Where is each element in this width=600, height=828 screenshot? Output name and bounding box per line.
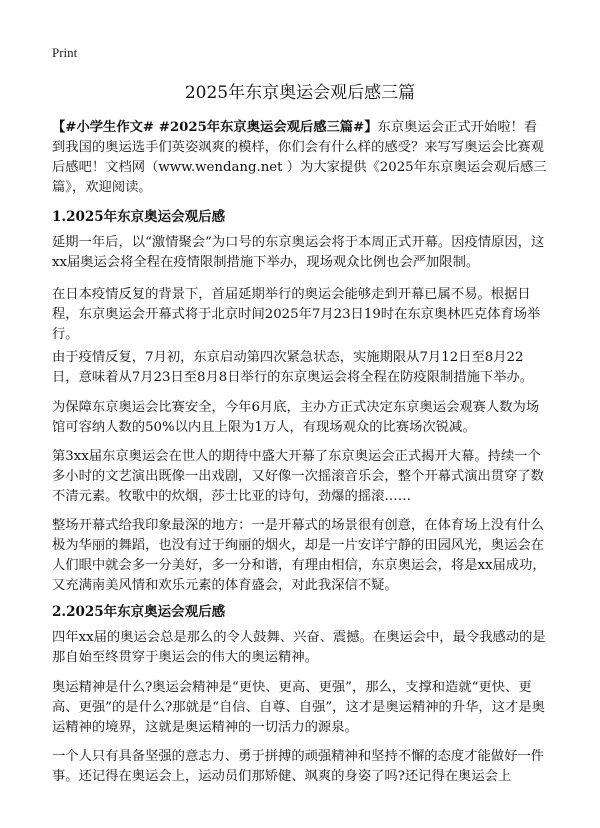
print-link[interactable]: Print	[52, 45, 78, 60]
section-1-heading: 1.2025年东京奥运会观后感	[52, 209, 226, 225]
section-2-heading: 2.2025年东京奥运会观后感	[52, 604, 226, 620]
paragraph: 由于疫情反复，7月初，东京启动第四次紧急状态，实施期限从7月12日至8月22日，意味着从7月23日至8月8日举行的东京奥运会将全程在防疫限制措施下举办。	[52, 350, 534, 385]
intro-paragraph	[52, 118, 548, 198]
paragraph: 延期一年后，以“激情聚会”为口号的东京奥运会将于本周正式开幕。因疫情原因，这xx届奥运会将全程在疫情限制措施下举办，现场观众比例也会严加限制。	[52, 235, 545, 270]
paragraph: 第3xx届东京奥运会在世人的期待中盛大开幕了东京奥运会正式揭开大幕。持续一个多小时的文艺演出既像一出戏剧，又好像一次摇滚音乐会，整个开幕式演出贯穿了数不清元素。牧歌中的炊烟，莎士比亚的诗句，劲爆的摇滚……	[52, 449, 544, 504]
paragraph: 奥运精神是什么?奥运会精神是“更快、更高、更强”，那么，支撑和造就“更快、更高、更强”的是什么?那就是“自信、自尊、自强”，这才是奥运精神的升华，这才是奥运精神的境界，这就是奥运精神的一切活力的源泉。	[52, 680, 545, 735]
intro-text: 东京奥运会正式开始啦！看到我国的奥运选手们英姿飒爽的模样，你们会有什么样的感受？来写写奥运会比赛观后感吧！文档网（www.wendang.net ）为大家提供《2025年东京奥运会观后感三篇》，欢迎阅读。	[52, 120, 547, 195]
page-title: 2025年东京奥运会观后感三篇	[184, 83, 416, 103]
paragraph: 在日本疫情反复的背景下，首届延期举行的奥运会能够走到开幕已属不易。根据日程，东京奥运会开幕式将于北京时间2025年7月23日19时在东京奥林匹克体育场举行。	[52, 287, 541, 342]
paragraph: 为保障东京奥运会比赛安全，今年6月底，主办方正式决定东京奥运会观赛人数为场馆可容纳人数的50%以内且上限为1万人，有现场观众的比赛场次锐减。	[52, 400, 540, 435]
intro-tag: 【#小学生作文# #2025年东京奥运会观后感三篇#】	[52, 120, 378, 135]
paragraph: 整场开幕式给我印象最深的地方：一是开幕式的场景很有创意，在体育场上没有什么极为华丽的舞蹈，也没有过于绚丽的烟火，却是一片安详宁静的田园风光，奥运会在人们眼中就会多一分美好，多一分和谐，有理由相信，东京奥运会，将是xx届成功，又充满南美风情和欢乐元素的体育盛会，对此我深信不疑。	[52, 518, 546, 593]
paragraph: 一个人只有具备坚强的意志力、勇于拼搏的顽强精神和坚持不懈的态度才能做好一件事。还记得在奥运会上，运动员们那矫健、飒爽的身姿了吗?还记得在奥运会上	[52, 749, 544, 784]
paragraph: 四年xx届的奥运会总是那么的令人鼓舞、兴奋、震撼。在奥运会中，最令我感动的是那自始至终贯穿于奥运会的伟大的奥运精神。	[52, 630, 546, 665]
